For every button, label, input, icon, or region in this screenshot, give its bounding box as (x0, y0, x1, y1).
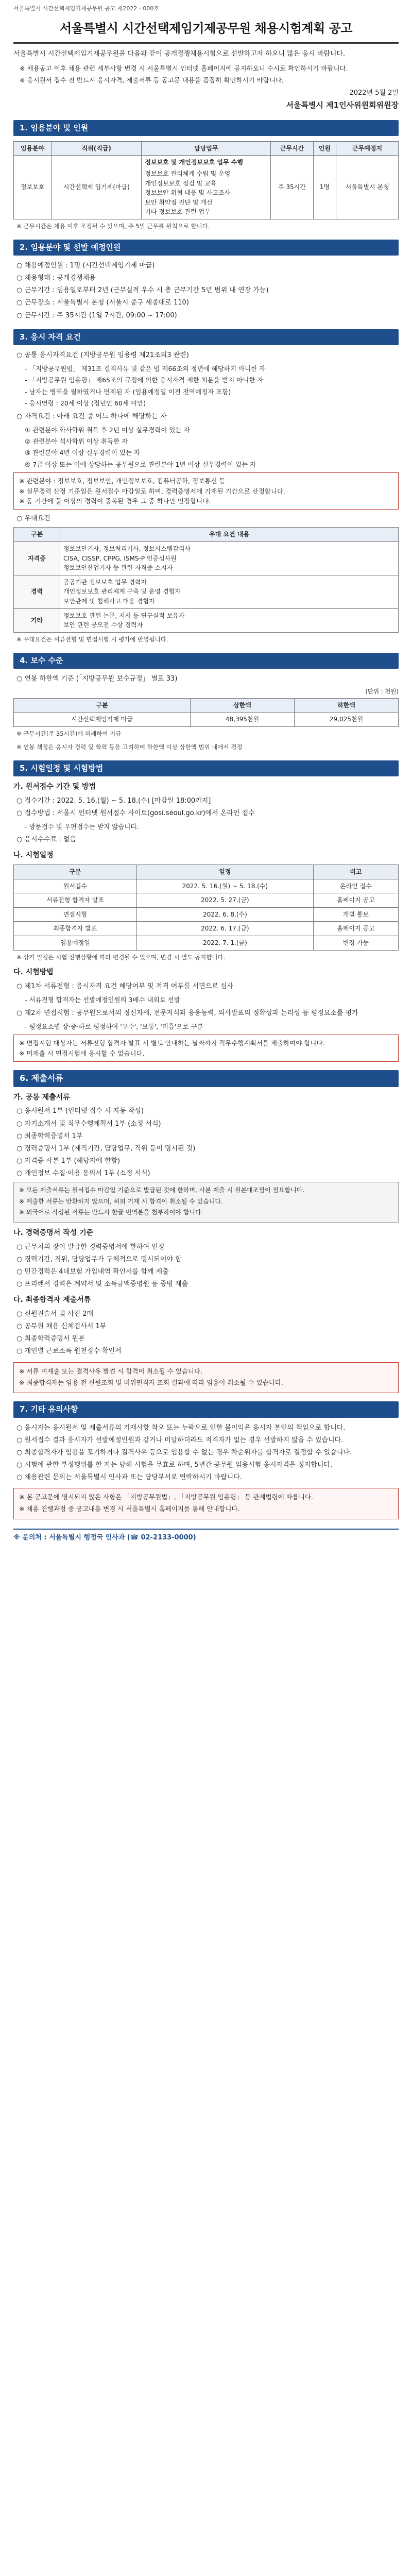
notice-line: ※ 동 기간에 둘 이상의 경력이 중복된 경우 그 중 하나만 인정합니다. (19, 497, 211, 505)
table-cell: 온라인 접수 (313, 879, 398, 893)
table-header-cell: 일정 (136, 865, 313, 879)
table-cell: 원서접수 (14, 879, 137, 893)
table-row (14, 156, 399, 219)
pref-item: 정보보안산업기사 등 관련 자격증 소지자 (63, 564, 173, 572)
subheading: 다. 시험방법 (13, 968, 54, 977)
table-header-cell: 직위(직급) (52, 141, 142, 156)
announcement-date: 2022년 5월 2일 (349, 89, 399, 97)
warning-line: ※ 최종합격자는 임용 전 신원조회 및 비위면직자 조회 결과에 따라 임용이 취소될 수 있습니다. (19, 1378, 283, 1386)
salary-note: ※ 연봉 책정은 응시자 경력 및 학력 등을 고려하여 하한액 이상 상한액 범위 내에서 결정 (16, 743, 243, 751)
list-item: - 「지방공무원법」 제31조 결격사유 및 같은 법 제66조의 정년에 해당하지 아니한 자 (25, 365, 266, 373)
list-item: ○ 접수방법 : 서울시 인터넷 원서접수 사이트(gosi.seoul.go.kr)에서 온라인 접수 (16, 809, 255, 817)
schedule-note: ※ 상기 일정은 시험 진행상황에 따라 변경될 수 있으며, 변경 시 별도 공지합니다. (16, 953, 226, 961)
list-item: ○ 연봉 하한액 기준 (「지방공무원 보수규정」 별표 33) (16, 674, 178, 683)
method-list (16, 981, 399, 992)
list-item: ○ 민간경력은 4대보험 가입내역 확인서를 함께 제출 (16, 1268, 169, 1276)
s2-list (16, 261, 399, 321)
list-item: ○ 근무장소 : 서울특별시 본청 (서울시 중구 세종대로 110) (16, 299, 189, 307)
list-item: ○ 근무시간 : 주 35시간 (1일 7시간, 09:00 ~ 17:00) (16, 311, 177, 319)
list-item: ○ 경력증명서 1부 (재직기간, 담당업무, 직위 등이 명시된 것) (16, 1144, 196, 1153)
table-cell: 2022. 5. 27.(금) (136, 893, 313, 908)
table-header-cell: 임용분야 (14, 141, 52, 156)
notice-line: ※ 제출한 서류는 반환하지 않으며, 허위 기재 시 합격이 취소될 수 있습니다. (19, 1197, 223, 1205)
notice-line: ※ 면접시험 대상자는 서류전형 합격자 발표 시 별도 안내하는 날짜까지 직무수행계획서를 제출하여야 합니다. (19, 1039, 325, 1047)
table-header-row (14, 141, 399, 156)
pref-items (60, 542, 399, 575)
table-note: ※ 근무시간은 채용 이후 조정될 수 있으며, 주 5일 근무를 원칙으로 합니다. (16, 222, 210, 230)
docs-common-list (16, 1106, 399, 1179)
duty-item: 정보보안 위협 대응 및 사고조사 (145, 189, 231, 197)
unit-label: (단위 : 천원) (365, 688, 399, 696)
list-item: ○ 시험에 관한 부정행위를 한 자는 당해 시험을 무효로 하며, 5년간 공무원 임용시험 응시자격을 정지합니다. (16, 1461, 333, 1469)
section-heading-2: 2. 임용분야 및 선발 예정인원 (13, 240, 399, 256)
table-header-cell: 상한액 (190, 698, 294, 713)
section-heading-7: 7. 기타 유의사항 (13, 1401, 399, 1417)
notice-line: ※ 미제출 시 면접시험에 응시할 수 없습니다. (19, 1049, 145, 1057)
intro-note: ※ 채용공고 이후 채용 관련 세부사항 변경 시 서울특별시 인터넷 홈페이지에 공지하오니 수시로 확인하시기 바랍니다. (20, 64, 348, 73)
table-cell: 1명 (313, 156, 336, 219)
table-header-cell: 구분 (14, 528, 60, 542)
docs-notice-box (13, 1182, 399, 1223)
pref-category: 경력 (14, 575, 60, 608)
table-row (14, 936, 399, 951)
table-header-cell: 인원 (313, 141, 336, 156)
list-item: ○ 접수기간 : 2022. 5. 16.(월) ~ 5. 18.(수) [마감일 18:00까지] (16, 796, 211, 805)
list-item: ○ 응시자는 응시원서 및 제출서류의 기재사항 착오 또는 누락으로 인한 불이익은 응시자 본인의 책임으로 합니다. (16, 1423, 346, 1432)
subheading: 다. 최종합격자 제출서류 (13, 1296, 91, 1304)
table-header-cell: 구분 (14, 865, 137, 879)
table-cell: 홈페이지 공고 (313, 922, 398, 936)
table-cell: 임용예정일 (14, 936, 137, 951)
pref-item: 개인정보보호 관리체계 구축 및 운영 경험자 (63, 588, 181, 596)
intro-note: ※ 응시원서 접수 전 반드시 응시자격, 제출서류 등 공고문 내용을 꼼꼼히 확인하시기 바랍니다. (20, 76, 284, 84)
section-heading-4: 4. 보수 수준 (13, 653, 399, 669)
list-item: ○ 제1차 서류전형 : 응시자격 요건 해당여부 및 적격 여부를 서면으로 심사 (16, 982, 234, 991)
pref-item: 공공기관 정보보호 업무 경력자 (63, 578, 147, 586)
salary-table (13, 698, 399, 727)
table-row (14, 542, 399, 575)
duties-cell (142, 156, 271, 219)
table-row (14, 608, 399, 632)
list-item: ○ 자기소개서 및 직무수행계획서 1부 (소정 서식) (16, 1120, 161, 1128)
duty-summary: 정보보호 및 개인정보보호 업무 수행 (145, 159, 243, 166)
pref-items (60, 608, 399, 632)
s3-qual-sublist (25, 425, 399, 470)
table-header-row (14, 528, 399, 542)
table-row (14, 922, 399, 936)
s3-common-sublist (25, 364, 399, 409)
table-row (14, 893, 399, 908)
salary-note: ※ 근무시간(주 35시간)에 비례하여 지급 (16, 730, 122, 738)
list-item: ○ 최종학력증명서 1부 (16, 1132, 83, 1140)
pref-note: ※ 우대요건은 서류전형 및 면접시험 시 평가에 반영됩니다. (16, 635, 168, 643)
s3-qual-list (16, 412, 399, 422)
table-row (14, 879, 399, 893)
table-cell: 2022. 6. 17.(금) (136, 922, 313, 936)
pref-item: 보안관제 및 침해사고 대응 경험자 (63, 598, 155, 605)
table-cell: 2022. 5. 16.(월) ~ 5. 18.(수) (136, 879, 313, 893)
duty-item: 보안 취약점 진단 및 개선 (145, 198, 213, 206)
list-item: ○ 채용관련 문의는 서울특별시 인사과 또는 담당부서로 연락하시기 바랍니다. (16, 1473, 242, 1482)
method-sublist (25, 995, 399, 1005)
section-heading-6: 6. 제출서류 (13, 1070, 399, 1087)
list-item: ④ 7급 이상 또는 이에 상당하는 공무원으로 관련분야 1년 이상 실무경력이 있는 자 (25, 460, 256, 468)
document-number: 서울특별시 시간선택제임기제공무원 공고 제2022 - 000호 (13, 5, 159, 12)
method-list-2 (16, 1008, 399, 1019)
list-item: ○ 자격증 사본 1부 (해당자에 한함) (16, 1157, 121, 1165)
list-item: - 「지방공무원 임용령」 제65조의 규정에 의한 응시자격 제한 처분을 받지 아니한 자 (25, 376, 264, 384)
subheading: 나. 경력증명서 작성 기준 (13, 1229, 94, 1238)
list-item: ○ 공무원 채용 신체검사서 1부 (16, 1323, 107, 1331)
intro-notes (20, 63, 399, 85)
table-row (14, 907, 399, 922)
list-item: ○ 채용예정인원 : 1명 (시간선택제임기제 마급) (16, 261, 155, 269)
method-sublist-2 (25, 1022, 399, 1031)
section-heading-1: 1. 임용분야 및 인원 (13, 120, 399, 136)
table-header-cell: 구분 (14, 698, 191, 713)
table-cell: 면접시험 (14, 907, 137, 922)
duty-item: 기타 정보보호 관련 업무 (145, 208, 211, 216)
table-cell: 2022. 7. 1.(금) (136, 936, 313, 951)
s3-pref-title (16, 514, 399, 524)
list-item: - 남자는 병역을 필하였거나 면제된 자 (임용예정일 이전 전역예정자 포함) (25, 387, 231, 396)
list-item: ○ 제2차 면접시험 : 공무원으로서의 정신자세, 전문지식과 응용능력, 의사발표의 정확성과 논리성 등 평정요소를 평가 (16, 1009, 358, 1017)
signature-line: 서울특별시 제1인사위원회위원장 (286, 100, 399, 110)
list-item: ○ 프리랜서 경력은 계약서 및 소득금액증명원 등 증빙 제출 (16, 1280, 188, 1289)
table-header-row (14, 865, 399, 879)
list-item: ○ 경력기간, 직위, 담당업무가 구체적으로 명시되어야 함 (16, 1255, 182, 1263)
table-header-cell: 담당업무 (142, 141, 271, 156)
contact-info: ※ 문의처 : 서울특별시 행정국 인사과 (☎ 02-2133-0000) (13, 1529, 399, 1543)
career-list (16, 1242, 399, 1290)
section-heading-5: 5. 시험일정 및 시험방법 (13, 760, 399, 776)
apply-sublist (25, 822, 399, 832)
title-divider (13, 42, 399, 44)
list-item: ③ 관련분야 4년 이상 실무경력이 있는 자 (25, 449, 141, 457)
list-item: ○ 채용형태 : 공개경쟁채용 (16, 274, 96, 282)
table-header-cell: 근무예정지 (336, 141, 399, 156)
list-item: ① 관련분야 학사학위 취득 후 2년 이상 실무경력이 있는 자 (25, 426, 190, 434)
subheading: 가. 원서접수 기간 및 방법 (13, 782, 96, 791)
table-header-row (14, 698, 399, 713)
table-cell: 개별 통보 (313, 907, 398, 922)
warning-line: ※ 본 공고문에 명시되지 않은 사항은 「지방공무원법」, 「지방공무원 임용령」 등 관계법령에 따릅니다. (19, 1493, 313, 1501)
legal-warning-box (13, 1488, 399, 1519)
table-cell: 29,025천원 (294, 713, 398, 727)
table-cell: 48,395천원 (190, 713, 294, 727)
table-cell: 변경 가능 (313, 936, 398, 951)
pref-item: 정보보호 관련 논문, 저서 등 연구실적 보유자 (63, 612, 185, 619)
duty-item: 개인정보보호 점검 및 교육 (145, 179, 217, 187)
table-cell: 정보보호 (14, 156, 52, 219)
final-docs-list (16, 1309, 399, 1357)
apply-list-2 (16, 835, 399, 845)
table-header-cell: 하한액 (294, 698, 398, 713)
section-heading-3: 3. 응시 자격 요건 (13, 329, 399, 345)
pref-category: 기타 (14, 608, 60, 632)
table-row (14, 575, 399, 608)
interview-notice-box (13, 1035, 399, 1062)
notice-line: ※ 실무경력 산정 기준일은 원서접수 마감일로 하며, 경력증명서에 기재된 기간으로 산정합니다. (19, 487, 286, 495)
page-title: 서울특별시 시간선택제임기제공무원 채용시험계획 공고 (60, 21, 352, 36)
title-block (13, 19, 399, 38)
notice-line: ※ 외국어로 작성된 서류는 반드시 한글 번역본을 첨부하여야 합니다. (19, 1209, 203, 1216)
preference-table (13, 527, 399, 632)
final-docs-warning-box (13, 1362, 399, 1394)
position-table (13, 141, 399, 219)
table-cell: 최종합격자 발표 (14, 922, 137, 936)
list-item: ○ 개인별 근로소득 원천징수 확인서 (16, 1347, 122, 1355)
duty-item: 정보보호 관리체계 수립 및 운영 (145, 170, 231, 177)
list-item: - 평정요소별 상·중·하로 평정하여 '우수', '보통', '미흡'으로 구분 (25, 1022, 203, 1030)
list-item: - 서류전형 합격자는 선발예정인원의 3배수 내외로 선발 (25, 996, 180, 1004)
notes-list (16, 1423, 399, 1483)
s4-list (16, 674, 399, 684)
list-item: ② 관련분야 석사학위 이상 취득한 자 (25, 437, 128, 446)
table-cell: 홈페이지 공고 (313, 893, 398, 908)
table-cell: 서울특별시 본청 (336, 156, 399, 219)
list-item: ○ 우대요건 (16, 515, 50, 523)
notice-line: ※ 관련분야 : 정보보호, 정보보안, 개인정보보호, 컴퓨터공학, 정보통신 등 (19, 477, 226, 485)
table-cell: 시간선택제 임기제(마급) (52, 156, 142, 219)
pref-item: CISA, CISSP, CPPG, ISMS-P 인증심사원 (63, 554, 177, 562)
table-header-cell: 비고 (313, 865, 398, 879)
table-header-cell: 근무시간 (271, 141, 313, 156)
pref-items (60, 575, 399, 608)
list-item: ○ 공통 응시자격요건 (지방공무원 임용령 제21조의3 관련) (16, 351, 189, 359)
list-item: - 응시연령 : 20세 이상 (정년인 60세 미만) (25, 399, 146, 408)
table-cell: 서류전형 합격자 발표 (14, 893, 137, 908)
pref-category: 자격증 (14, 542, 60, 575)
warning-line: ※ 채용 진행과정 중 공고내용 변경 시 서울특별시 홈페이지를 통해 안내합니다. (19, 1504, 240, 1513)
pref-item: 정보보안기사, 정보처리기사, 정보시스템감리사 (63, 545, 191, 553)
table-row (14, 713, 399, 727)
list-item: ○ 개인정보 수집·이용 동의서 1부 (소정 서식) (16, 1170, 150, 1178)
subheading: 가. 공통 제출서류 (13, 1093, 70, 1101)
subheading: 나. 시험일정 (13, 851, 54, 860)
table-cell: 2022. 6. 8.(수) (136, 907, 313, 922)
table-cell: 주 35시간 (271, 156, 313, 219)
list-item: ○ 근무처의 장이 발급한 경력증명서에 한하여 인정 (16, 1243, 165, 1251)
pref-item: 보안 관련 공모전 수상 경력자 (63, 621, 143, 629)
s3-common-list (16, 350, 399, 361)
list-item: ○ 최종학력증명서 원본 (16, 1335, 85, 1343)
list-item: ○ 응시수수료 : 없음 (16, 836, 77, 844)
notice-line: ※ 모든 제출서류는 원서접수 마감일 기준으로 발급된 것에 한하며, 사본 제출 시 원본대조필이 필요합니다. (19, 1187, 305, 1194)
list-item: ○ 자격요건 : 아래 요건 중 어느 하나에 해당하는 자 (16, 412, 167, 420)
apply-list (16, 796, 399, 819)
list-item: ○ 원서접수 결과 응시자가 선발예정인원과 같거나 미달하더라도 적격자가 없는 경우 선발하지 않을 수 있습니다. (16, 1436, 344, 1444)
qualification-notice-box (13, 472, 399, 510)
list-item: ○ 신원진술서 및 사진 2매 (16, 1310, 94, 1318)
list-item: - 방문접수 및 우편접수는 받지 않습니다. (25, 822, 139, 831)
list-item: ○ 응시원서 1부 (인터넷 접수 시 자동 작성) (16, 1107, 144, 1115)
table-header-cell: 우대 요건 내용 (60, 528, 399, 542)
schedule-table (13, 865, 399, 951)
list-item: ○ 최종합격자가 임용을 포기하거나 결격사유 등으로 임용할 수 없는 경우 차순위자를 합격자로 결정할 수 있습니다. (16, 1448, 352, 1456)
table-cell: 시간선택제임기제 마급 (14, 713, 191, 727)
list-item: ○ 근무기간 : 임용일로부터 2년 (근무실적 우수 시 총 근무기간 5년 범위 내 연장 가능) (16, 286, 269, 295)
intro-text: 서울특별시 시간선택제임기제공무원을 다음과 같이 공개경쟁채용시험으로 선발하고자 하오니 많은 응시 바랍니다. (13, 50, 346, 58)
warning-line: ※ 서류 미제출 또는 결격사유 발견 시 합격이 취소될 수 있습니다. (19, 1367, 203, 1375)
